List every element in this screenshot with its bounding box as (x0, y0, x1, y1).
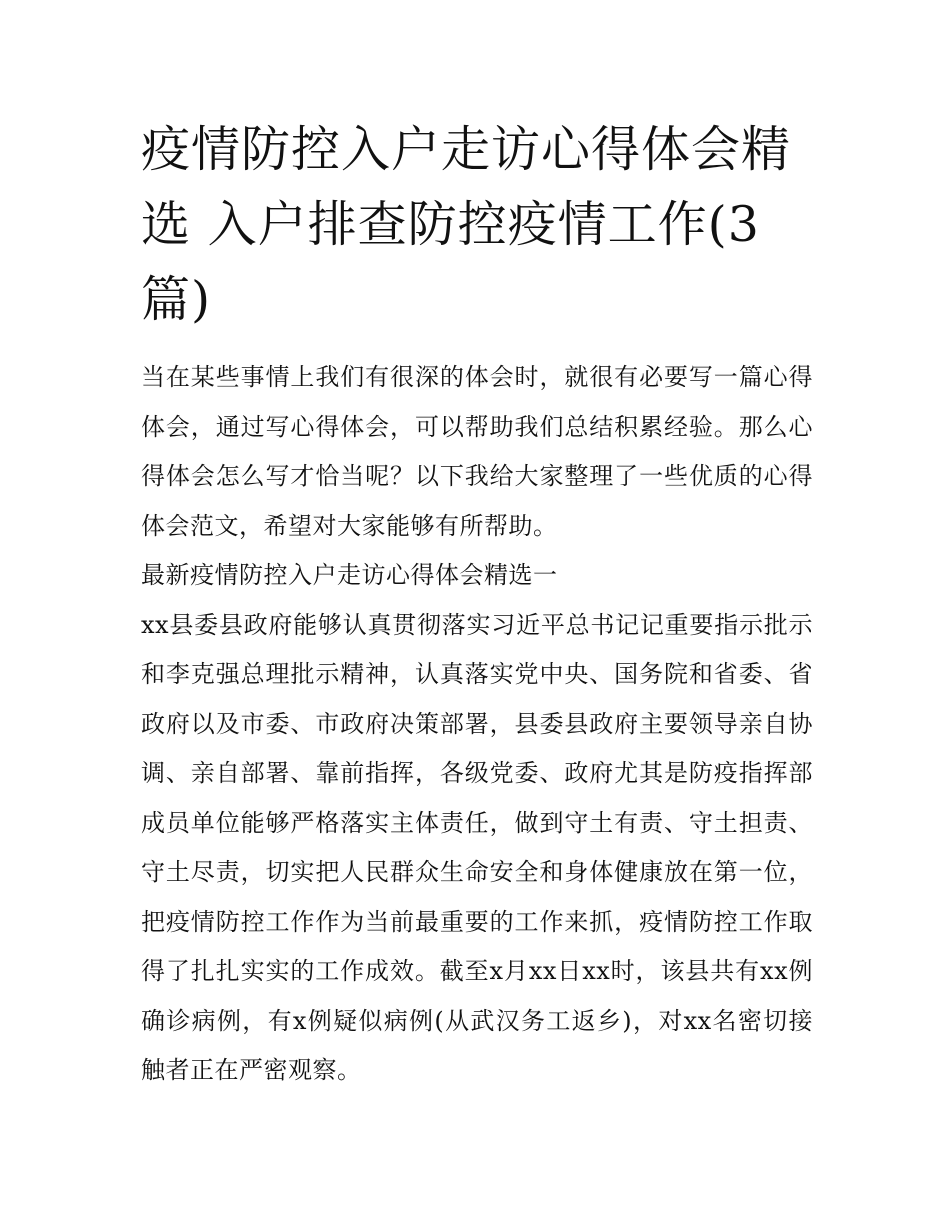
body-paragraph: xx县委县政府能够认真贯彻落实习近平总书记记重要指示批示和李克强总理批示精神，认真落实党中央、国务院和省委、省政府以及市委、市政府决策部署，县委县政府主要领导亲自协调、亲自部署、靠前指挥，各级党委、政府尤其是防疫指挥部成员单位能够严格落实主体责任，做到守土有责、守土担责、守土尽责，切实把人民群众生命安全和身体健康放在第一位，把疫情防控工作作为当前最重要的工作来抓，疫情防控工作取得了扎扎实实的工作成效。截至x月xx日xx时，该县共有xx例确诊病例，有x例疑似病例(从武汉务工返乡)，对xx名密切接触者正在严密观察。 (141, 610, 813, 1084)
section-heading: 最新疫情防控入户走访心得体会精选一 (141, 561, 558, 589)
intro-paragraph: 当在某些事情上我们有很深的体会时，就很有必要写一篇心得体会，通过写心得体会，可以帮助我们总结积累经验。那么心得体会怎么写才恰当呢？以下我给大家整理了一些优质的心得体会范文，希望对大家能够有所帮助。 (141, 363, 813, 540)
document-body (141, 112, 813, 1096)
document-title: 疫情防控入户走访心得体会精选 入户排查防控疫情工作(3篇) (141, 121, 792, 328)
